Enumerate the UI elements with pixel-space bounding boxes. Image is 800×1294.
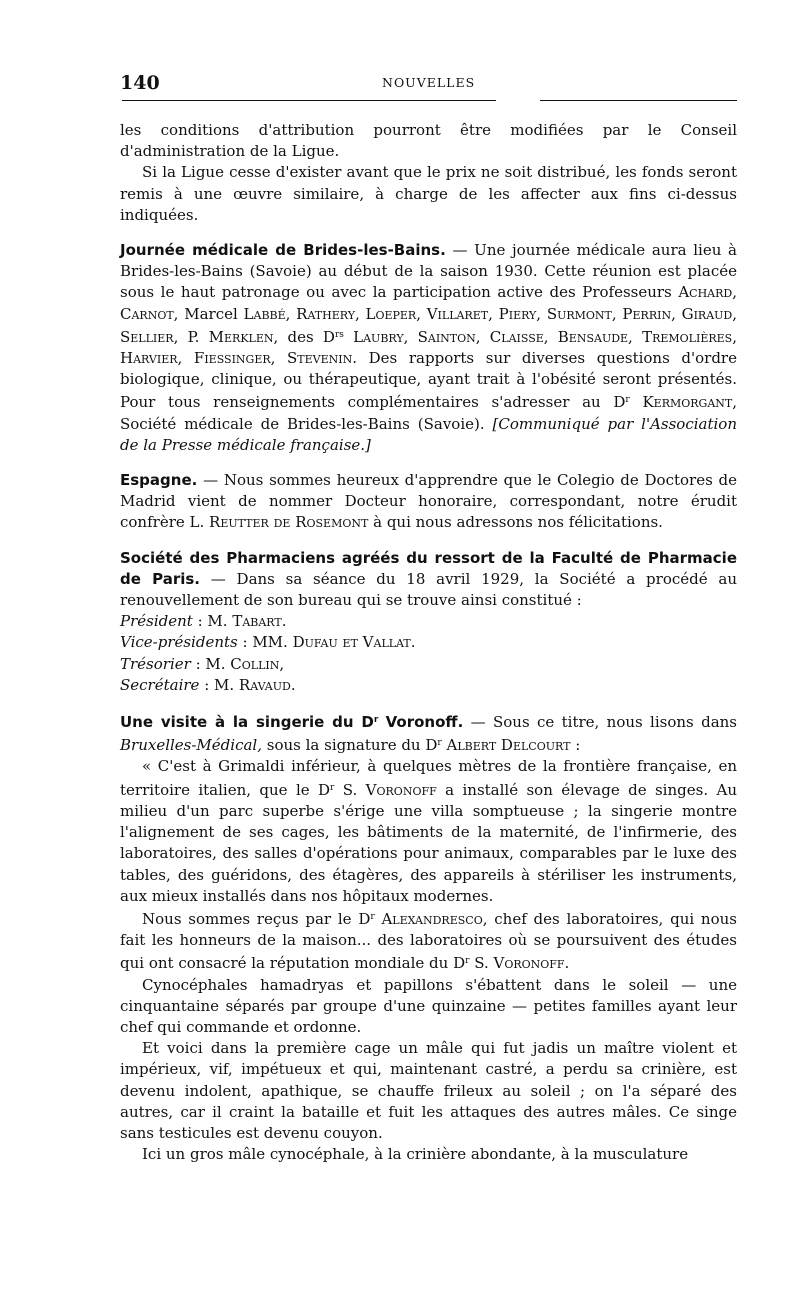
brides-drs-sup: rs [334,329,344,340]
page-body [120,120,737,1165]
quote-text: « C'est à Grimaldi inférieur, à quelques mètres de la frontière française, en territoire italien, que le D [120,757,737,799]
quote-name: S. Voronoff. [474,954,570,973]
officer-sep: : M. [199,675,239,694]
brides-dr-sup: r [625,395,630,406]
officer-name: Ravaud. [238,675,296,694]
quote-paragraph-2 [120,907,737,975]
officer-sep: : M. [192,612,233,631]
brides-professors: Achard, Carnot, [120,283,737,323]
section-pharmaciens [120,548,737,612]
officer-secretaire [120,675,737,696]
quote-name: Alexandresco, [381,909,488,928]
brides-marcel: Marcel [184,304,238,323]
officer-role: Trésorier [120,654,191,673]
espagne-text-2: à qui nous adressons nos félicitations. [373,513,663,532]
brides-doctors: Laubry, Sainton, Claisse, Bensaude, Tremolières, Harvier, Fiessinger, Stevenin. [120,327,737,368]
brides-professors-2: Labbé, Rathery, Loeper, Villaret, Piery, Surmont, Perrin, Giraud, Sellier, P. Merklen, [120,304,737,346]
quote-name: S. Voronoff [342,780,437,799]
title-sup: r [373,715,379,726]
page-number: 140 [120,72,160,94]
officer-role: Secrétaire [120,675,200,694]
quote-text: a installé son élevage de singes. Au milieu d'un parc superbe s'érige une villa somptueuse ; la singerie montre l'alignement de ses cages, les bâtiments de la maternité, de l'infirmerie, des laboratoires, des salles d'opérations pour animaux, comparables par le luxe des tables, des guéridons, des étagères, des appareils à stériliser les instruments, aux mieux installés dans nos hôpitaux modernes. [120,780,737,905]
paragraph-ligue: Si la Ligue cesse d'exister avant que le prix ne soit distribué, les fonds seront remis à une œuvre similaire, à charge de les affecter aux fins ci-dessus indiquées. [120,163,737,224]
officer-sep: : MM. [237,633,293,652]
quote-paragraph-1 [120,756,737,906]
quote-text: Nous sommes reçus par le D [142,909,371,928]
brides-text-3: Société médicale de Brides-les-Bains (Savoie). [120,414,485,433]
officer-name: Dufau et Vallat. [292,633,416,652]
page-header [120,72,737,94]
officer-president [120,611,737,632]
quote-paragraph-4: Et voici dans la première cage un mâle qui fut jadis un maître violent et impérieux, vif, impétueux et qui, maintenant castré, a perdu sa crinière, est devenu indolent, apathique, se chauffe frileux au soleil ; on l'a séparé des autres, car il craint la bataille et fuit les attaques des autres mâles. Ce singe sans testicules est devenu couyon. [120,1039,737,1142]
quote-text: chef des laboratoires, qui nous fait les honneurs de la maison... des laboratoires où se poursuivent des études qui ont consacré la réputation mondiale du D [120,909,737,973]
espagne-name: L. Reutter de Rosemont [189,513,369,532]
officer-tresorier [120,654,737,675]
section-title-voronoff: Une visite à la singerie du D [120,713,374,732]
quote-paragraph-3: Cynocéphales hamadryas et papillons s'ébattent dans le soleil — une cinquantaine séparés par groupe d'une quinzaine — petites familles ayant leur chef qui commande et ordonne. [120,975,737,1036]
brides-kermorgant: Kermorgant, [642,393,737,412]
section-title-pharmaciens: Société des Pharmaciens agréés du ressort de la Faculté de Pharmacie de Paris. [120,548,737,588]
quote-sup: r [465,956,470,967]
espagne-text: — Nous sommes heureux d'apprendre que le Colegio de Doctores de Madrid vient de nommer Docteur honoraire, correspondant, notre érudit confrère [120,471,737,532]
brides-text: — Une journée médicale aura lieu à Brides-les-Bains (Savoie) au début de la saison 1930. Cette réunion est placée sous le haut patronage ou avec la participation active des Professeurs [120,241,737,302]
section-espagne [120,470,737,534]
section-title-espagne: Espagne. [120,471,198,490]
quote-paragraph-5: Ici un gros mâle cynocéphale, à la crinière abondante, à la musculature [142,1145,689,1164]
officer-name: Collin, [230,654,285,673]
header-rule-left [122,100,496,101]
running-title: NOUVELLES [382,75,476,90]
voronoff-author: Albert Delcourt : [446,736,581,755]
voronoff-intro-2: sous la signature du D [266,736,438,755]
quote-sup: r [330,782,335,793]
section-title-voronoff-end: Voronoff. [385,713,464,732]
officer-vice-presidents [120,632,737,653]
pharmaciens-text: — Dans sa séance du 18 avril 1929, la Société a procédé au renouvellement de son bureau qui se trouve ainsi constitué : [120,569,737,610]
quote-sup: r [370,911,375,922]
voronoff-journal: Bruxelles-Médical, [120,736,262,755]
section-title-brides: Journée médicale de Brides-les-Bains. [120,241,446,260]
officer-role: Vice-présidents [120,633,238,652]
brides-communique: [Communiqué par l'Association de la Presse médicale française.] [120,414,737,454]
officer-sep: : M. [190,654,231,673]
brides-text-2: Des rapports sur diverses questions d'ordre biologique, clinique, ou thérapeutique, ayant trait à l'obésité seront présentés. Pour tous renseignements complémentaires s'adresser au D [120,349,737,412]
intro-sup: r [437,738,442,749]
section-voronoff [120,710,737,756]
officer-name: Tabart. [232,612,287,631]
header-rule-right [540,100,737,101]
section-brides [120,240,737,456]
voronoff-intro: — Sous ce titre, nous lisons dans [470,713,737,732]
brides-des-drs: des D [287,327,335,346]
paragraph-continuation: les conditions d'attribution pourront être modifiées par le Conseil d'administration de la Ligue. [120,121,737,161]
officer-role: Président [120,612,193,631]
